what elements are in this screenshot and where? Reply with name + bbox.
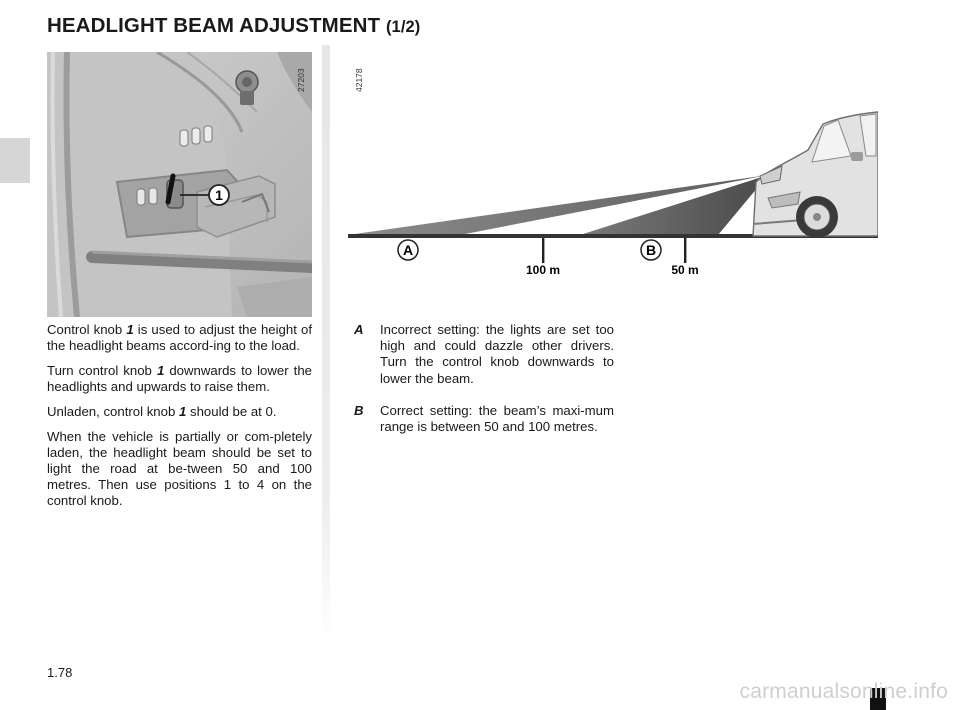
figure-code: 42178 — [354, 68, 364, 92]
section-tab-marker — [0, 138, 30, 183]
marker-50m — [684, 238, 686, 263]
figure-legend — [354, 322, 614, 451]
label-b: B — [645, 242, 657, 258]
callout-b — [641, 240, 661, 260]
paragraph-3: Unladen, control knob 1 should be at 0. — [47, 403, 277, 419]
legend-key: A — [354, 322, 364, 337]
label-a: A — [402, 242, 414, 258]
legend-item-a — [354, 322, 614, 387]
paragraph-1: Control knob 1 is used to adjust the height of the headlight beams accord-ing to the load. — [47, 322, 313, 354]
vehicle-drawing — [753, 112, 878, 238]
beam-diagram-drawing — [348, 52, 878, 287]
watermark: carmanualsonline.info — [739, 680, 948, 703]
legend-key: B — [354, 402, 364, 418]
distance-50m-label: 50 m — [671, 263, 699, 277]
page-title — [47, 14, 420, 38]
paragraph-4: When the vehicle is partially or com-pletely laden, the headlight beam should be set to light the road at be-tween 50 and 100 metres. Then use positions 1 to 4 on the control knob. — [47, 428, 312, 509]
callout-a — [398, 240, 418, 260]
legend-text: Correct setting: the beam’s maxi-mum range is between 50 and 100 metres. — [380, 402, 614, 435]
control-knob-illustration — [47, 52, 312, 317]
marker-100m — [542, 238, 544, 263]
legend-text: Incorrect setting: the lights are set too high and could dazzle other drivers. Turn the control knob downwards to lower the beam. — [380, 322, 614, 386]
figure-code: 27203 — [296, 68, 306, 92]
callout-number: 1 — [215, 187, 223, 203]
distance-100m-label: 100 m — [525, 263, 561, 277]
legend-item-b — [354, 403, 614, 435]
beam-diagram — [348, 52, 878, 287]
page-title-text: HEADLIGHT BEAM ADJUSTMENT — [47, 14, 381, 37]
paragraph-2: Turn control knob 1 downwards to lower the headlights and upwards to raise them. — [47, 362, 312, 395]
control-knob-drawing — [47, 52, 312, 317]
page-part-indicator: (1/2) — [385, 18, 421, 36]
column-divider — [322, 45, 330, 645]
body-text — [47, 322, 312, 518]
page-number: 1.78 — [47, 665, 73, 680]
